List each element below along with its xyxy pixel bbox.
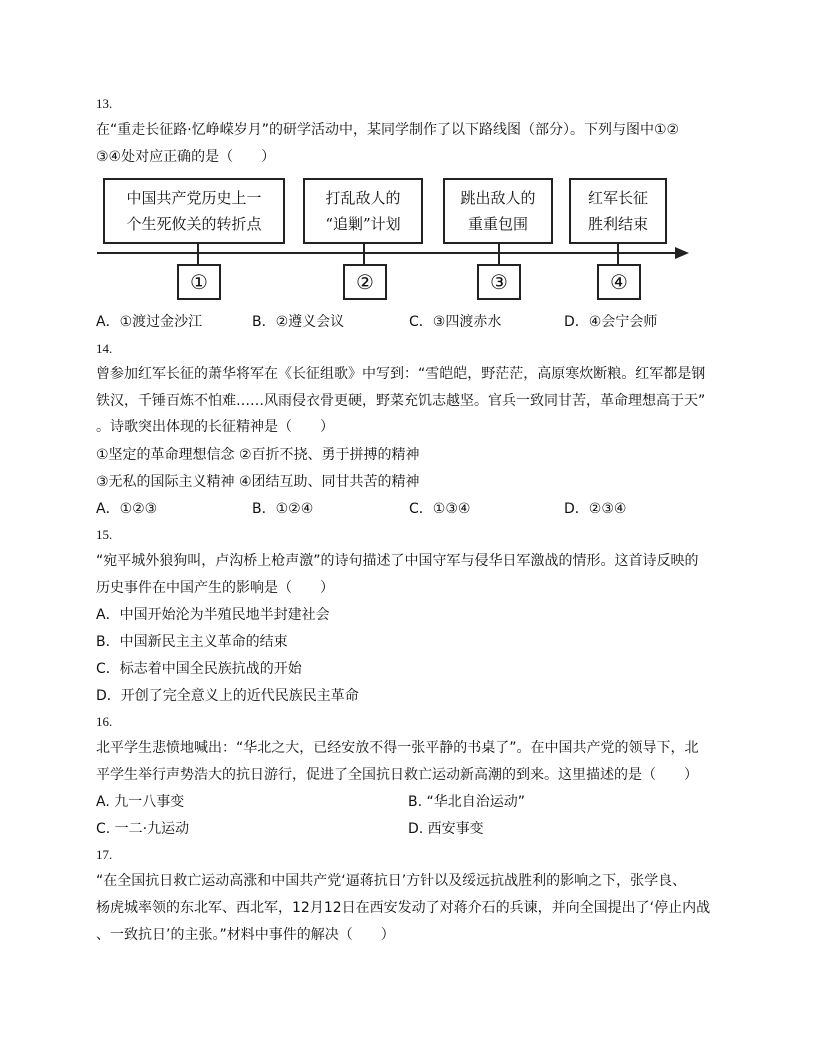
timeline-event-text: 跳出敌人的 [460,189,536,207]
timeline-marker: ① [177,264,221,300]
question-stem: 在“重走长征路·忆峥嵘岁月”的研学活动中，某同学制作了以下路线图（部分）。下列与图中①② [96,122,680,138]
timeline-event-text: “追剿”计划 [325,215,401,233]
question-stem: 北平学生悲愤地喊出：“华北之大，已经安放不得一张平静的书桌了”。在中国共产党的领导下，北 [96,740,699,756]
question-stem: 曾参加红军长征的萧华将军在《长征组歌》中写到：“雪皑皑，野茫茫，高原寒炊断粮。红军都是钢 [96,366,706,382]
answer-option-a[interactable]: A. 九一八事变 [96,794,185,810]
answer-option-b[interactable]: B. “华北自治运动” [408,794,526,810]
answer-option-d[interactable]: D．开创了完全意义上的近代民族民主革命 [96,688,359,704]
connector-line [197,244,199,264]
connector-line [617,244,619,264]
arrow-right-icon [675,247,689,259]
question-stem: 杨虎城率领的东北军、西北军，12月12日在西安发动了对蒋介石的兵谏，并向全国提出了‘停止内战 [96,900,711,916]
answer-option-c[interactable]: C. 一二·九运动 [96,821,190,837]
timeline-event-text: 重重包围 [467,215,528,233]
timeline-marker: ③ [477,264,521,300]
answer-option-a[interactable]: A．中国开始沦为半殖民地半封建社会 [96,607,330,623]
question-stem: 铁汉，千锤百炼不怕难……风雨侵衣骨更硬，野菜充饥志越坚。官兵一致同甘苦，革命理想高于天” [96,393,706,409]
question-number: 16. [96,714,113,729]
answer-option-a[interactable]: A．①②③ [96,501,158,517]
answer-option-d[interactable]: D．④会宁会师 [564,314,658,330]
timeline-event-text: 中国共产党历史上一 [126,189,262,207]
timeline-event-box [569,178,667,244]
timeline-event-text: 打乱敌人的 [325,189,401,207]
answer-option-d[interactable]: D. 西安事变 [408,821,484,837]
question-stem: “宛平城外狼狗叫，卢沟桥上枪声激”的诗句描述了中国守军与侵华日军激战的情形。这首诗反映的 [96,553,699,569]
answer-option-c[interactable]: C．③四渡赤水 [409,314,502,330]
answer-option-b[interactable]: B．①②④ [252,501,314,517]
question-stem: 。诗歌突出体现的长征精神是（ ） [96,419,334,435]
question-number: 15. [96,527,113,542]
timeline-event-box [303,178,423,244]
timeline-event-box [103,178,285,244]
question-stem: “在全国抗日救亡运动高涨和中国共产党‘逼蒋抗日’方针以及绥远抗战胜利的影响之下，张学良、 [96,873,687,889]
question-number: 14. [96,341,113,356]
timeline-marker: ② [343,264,387,300]
question-number: 17. [96,847,113,862]
answer-option-a[interactable]: A．①渡过金沙江 [96,314,203,330]
timeline-marker: ④ [597,264,641,300]
question-stem: 历史事件在中国产生的影响是（ ） [96,580,334,596]
question-stem: ③④处对应正确的是（ ） [96,149,276,165]
answer-option-d[interactable]: D．②③④ [564,501,627,517]
statement-list-item: ①坚定的革命理想信念 ②百折不挠、勇于拼搏的精神 [96,447,420,463]
timeline-event-box [443,178,553,244]
question-stem: 、一致抗日’的主张。”材料中事件的解决（ ） [96,927,395,943]
timeline-event-text: 胜利结束 [587,215,648,233]
answer-option-b[interactable]: B．中国新民主主义革命的结束 [96,634,288,650]
question-stem: 平学生举行声势浩大的抗日游行，促进了全国抗日救亡运动新高潮的到来。这里描述的是（ ） [96,767,698,783]
timeline-event-text: 个生死攸关的转折点 [126,215,262,233]
route-timeline-figure [97,174,693,304]
timeline-axis [97,252,677,254]
connector-line [498,244,500,264]
connector-line [363,244,365,264]
answer-option-c[interactable]: C．①③④ [409,501,471,517]
answer-option-b[interactable]: B．②遵义会议 [252,314,345,330]
statement-list-item: ③无私的国际主义精神 ④团结互助、同甘共苦的精神 [96,474,420,490]
question-number: 13. [96,96,113,111]
timeline-event-text: 红军长征 [587,189,648,207]
answer-option-c[interactable]: C．标志着中国全民族抗战的开始 [96,661,302,677]
